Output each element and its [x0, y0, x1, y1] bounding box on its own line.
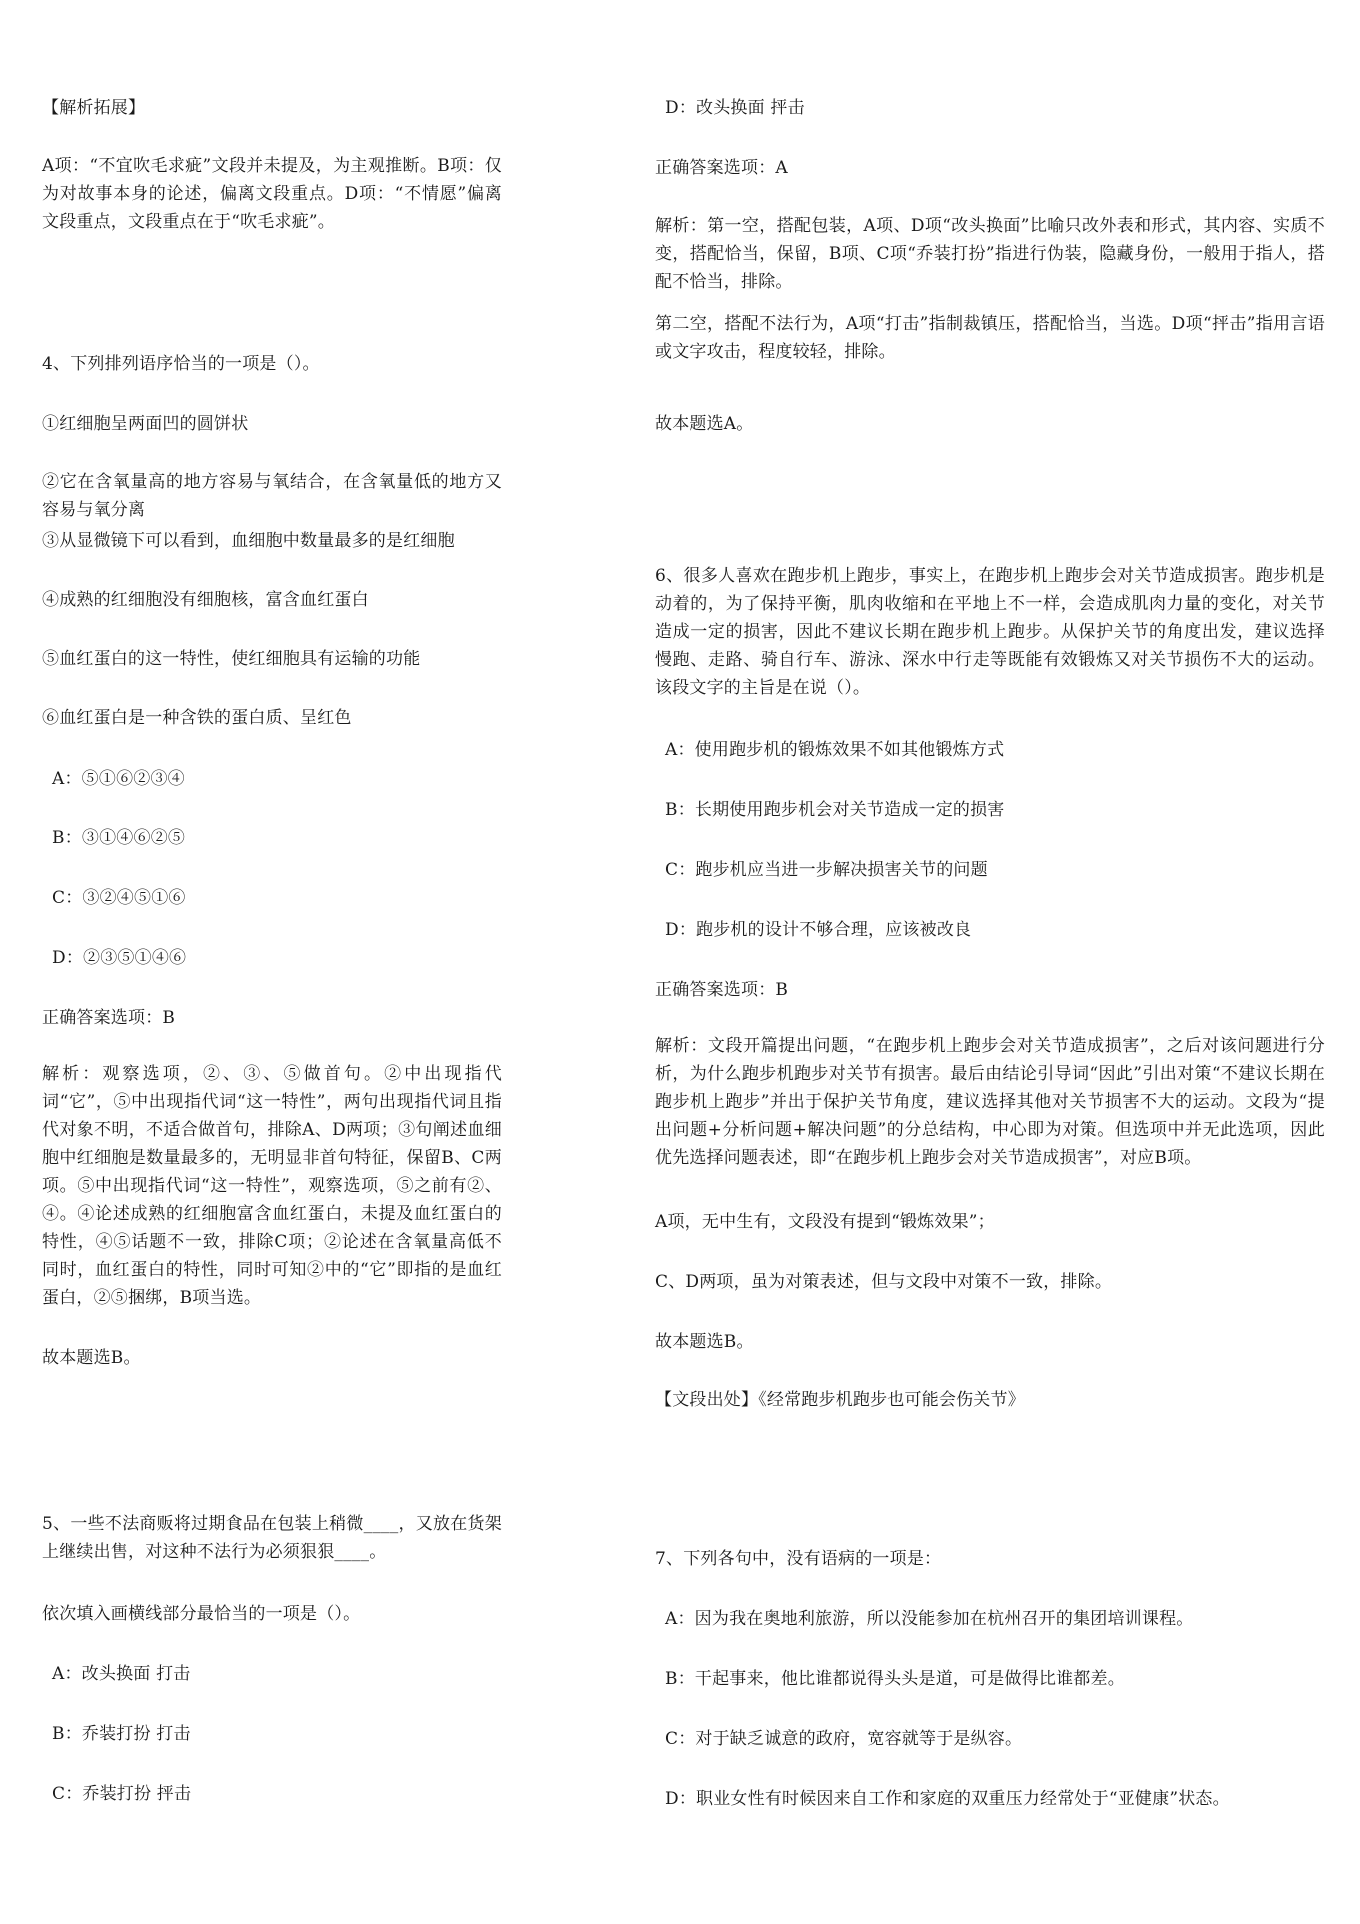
q4-sentence-4: ④成熟的红细胞没有细胞核，富含血红蛋白 [42, 590, 369, 610]
q6-answer: 正确答案选项：B [655, 980, 789, 1000]
q4-sentence-5: ⑤血红蛋白的这一特性，使红细胞具有运输的功能 [42, 649, 421, 669]
q6-option-d: D：跑步机的设计不够合理，应该被改良 [665, 920, 972, 940]
q4-sentence-1: ①红细胞呈两面凹的圆饼状 [42, 414, 249, 434]
q5-option-b: B：乔装打扮 打击 [52, 1724, 191, 1744]
q5-option-d: D：改头换面 抨击 [665, 98, 805, 118]
q6-analysis: 解析：文段开篇提出问题，“在跑步机上跑步会对关节造成损害”，之后对该问题进行分析，为什么跑步机跑步对关节有损害。最后由结论引导词“因此”引出对策“不建议长期在跑步机上跑步”并出于保护关节角度，建议选择其他对关节损害不大的运动。文段为“提出问题+分析问题+解决问题”的分总结构，中心即为对策。但选项中并无此选项，因此优先选择问题表述，即“在跑步机上跑步会对关节造成损害”，对应B项。 [655, 1036, 1325, 1168]
q4-conclusion: 故本题选B。 [42, 1348, 141, 1368]
q4-option-b: B：③①④⑥②⑤ [52, 828, 186, 848]
q5-stem: 5、一些不法商贩将过期食品在包装上稍微____，又放在货架上继续出售，对这种不法行为必须狠狠____。 [42, 1514, 502, 1562]
q7-option-b: B：干起事来，他比谁都说得头头是道，可是做得比谁都差。 [665, 1669, 1125, 1689]
q5-answer: 正确答案选项：A [655, 158, 788, 178]
q6-conclusion: 故本题选B。 [655, 1332, 754, 1352]
q7-option-d: D：职业女性有时候因来自工作和家庭的双重压力经常处于“亚健康”状态。 [665, 1789, 1230, 1809]
q5-conclusion: 故本题选A。 [655, 414, 754, 434]
q6-option-a: A：使用跑步机的锻炼效果不如其他锻炼方式 [665, 740, 1005, 760]
q5-analysis-blank2: 第二空，搭配不法行为，A项“打击”指制裁镇压，搭配恰当，当选。D项“抨击”指用言语或文字攻击，程度较轻，排除。 [655, 314, 1325, 362]
q6-note-cd: C、D两项，虽为对策表述，但与文段中对策不一致，排除。 [655, 1272, 1113, 1292]
q6-stem: 6、很多人喜欢在跑步机上跑步，事实上，在跑步机上跑步会对关节造成损害。跑步机是动着的，为了保持平衡，肌肉收缩和在平地上不一样，会造成肌肉力量的变化，对关节造成一定的损害，因此不建议长期在跑步机上跑步。从保护关节的角度出发，建议选择慢跑、走路、骑自行车、游泳、深水中行走等既能有效锻炼又对关节损伤不大的运动。该段文字的主旨是在说（）。 [655, 566, 1325, 698]
q7-stem: 7、下列各句中，没有语病的一项是： [655, 1549, 942, 1569]
q4-option-a: A：⑤①⑥②③④ [52, 769, 185, 789]
intro-analysis: A项：“不宜吹毛求疵”文段并未提及，为主观推断。B项：仅为对故事本身的论述，偏离文段重点。D项：“不情愿”偏离文段重点，文段重点在于“吹毛求疵”。 [42, 156, 502, 232]
q6-option-b: B：长期使用跑步机会对关节造成一定的损害 [665, 800, 1005, 820]
q6-option-c: C：跑步机应当进一步解决损害关节的问题 [665, 860, 988, 880]
q7-option-c: C：对于缺乏诚意的政府，宽容就等于是纵容。 [665, 1729, 1023, 1749]
q4-option-c: C：③②④⑤①⑥ [52, 888, 186, 908]
q6-source: 【文段出处】《经常跑步机跑步也可能会伤关节》 [655, 1390, 1025, 1410]
q5-instruction: 依次填入画横线部分最恰当的一项是（）。 [42, 1604, 361, 1624]
q4-sentence-2: ②它在含氧量高的地方容易与氧结合，在含氧量低的地方又容易与氧分离 [42, 472, 502, 520]
section-title: 【解析拓展】 [42, 98, 146, 118]
q4-stem: 4、下列排列语序恰当的一项是（）。 [42, 354, 320, 374]
q4-option-d: D：②③⑤①④⑥ [52, 948, 187, 968]
q7-option-a: A：因为我在奥地利旅游，所以没能参加在杭州召开的集团培训课程。 [665, 1609, 1194, 1629]
q4-answer: 正确答案选项：B [42, 1008, 176, 1028]
q4-analysis: 解析：观察选项，②、③、⑤做首句。②中出现指代词“它”，⑤中出现指代词“这一特性”，两句出现指代词且指代对象不明，不适合做首句，排除A、D两项；③句阐述血细胞中红细胞是数量最多的，无明显非首句特征，保留B、C两项。⑤中出现指代词“这一特性”，观察选项，⑤之前有②、④。④论述成熟的红细胞富含血红蛋白，未提及血红蛋白的特性，④⑤话题不一致，排除C项；②论述在含氧量高低不同时，血红蛋白的特性，同时可知②中的“它”即指的是血红蛋白，②⑤捆绑，B项当选。 [42, 1064, 502, 1308]
q5-analysis-blank1: 解析：第一空，搭配包装，A项、D项“改头换面”比喻只改外表和形式，其内容、实质不变，搭配恰当，保留，B项、C项“乔装打扮”指进行伪装，隐藏身份，一般用于指人，搭配不恰当，排除。 [655, 216, 1325, 292]
q6-note-a: A项，无中生有，文段没有提到“锻炼效果”； [655, 1212, 995, 1232]
q4-sentence-6: ⑥血红蛋白是一种含铁的蛋白质、呈红色 [42, 708, 352, 728]
q5-option-a: A：改头换面 打击 [52, 1664, 191, 1684]
q5-option-c: C：乔装打扮 抨击 [52, 1784, 192, 1804]
q4-sentence-3: ③从显微镜下可以看到，血细胞中数量最多的是红细胞 [42, 531, 455, 551]
